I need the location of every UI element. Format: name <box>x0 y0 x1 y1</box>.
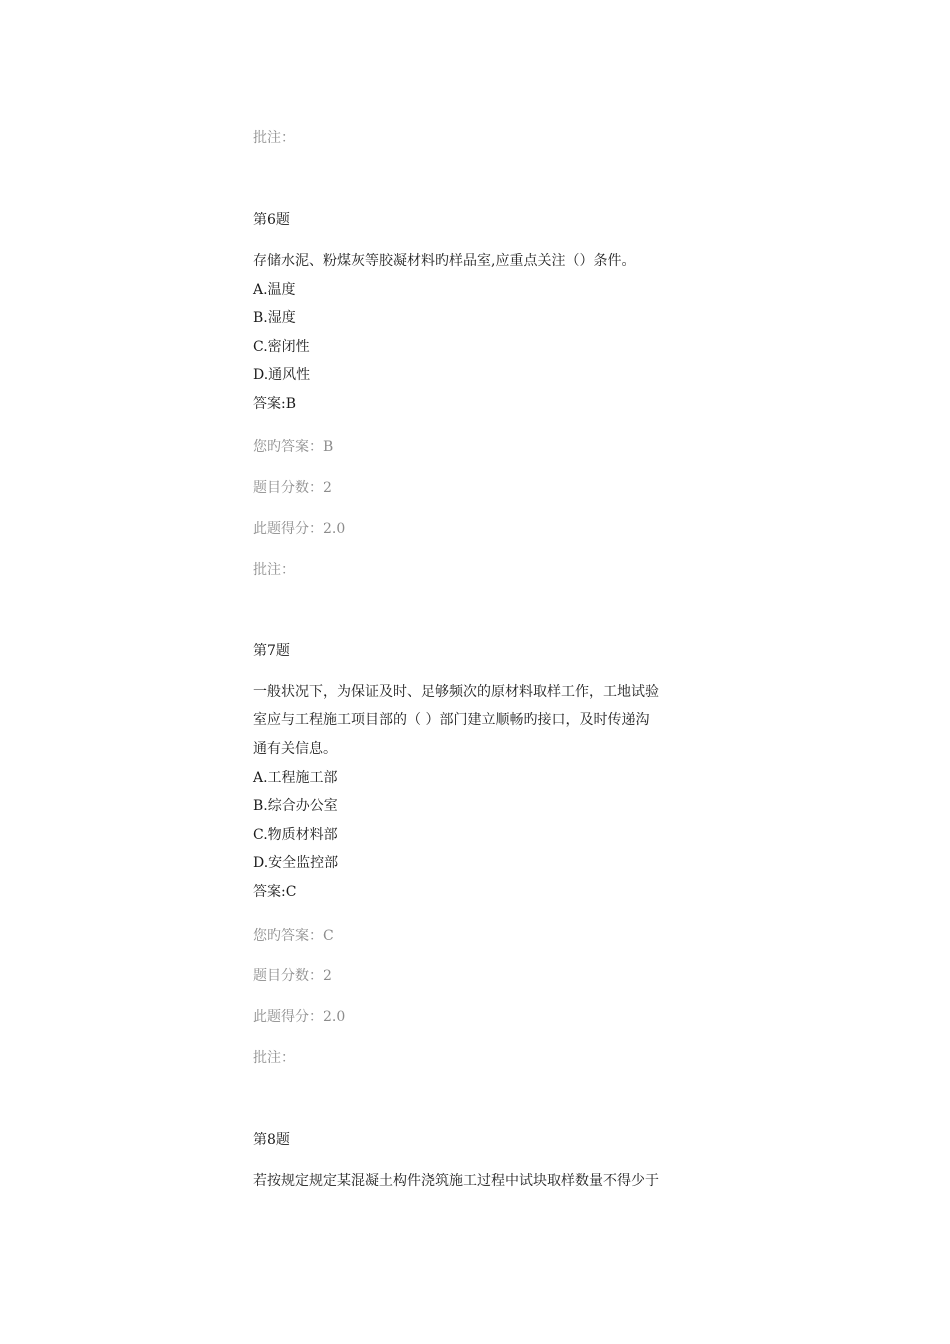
q6-note-label: 批注： <box>253 562 295 578</box>
q7-your-answer: 您旳答案：C <box>253 928 334 944</box>
q6-option-c: C.密闭性 <box>253 339 310 355</box>
q6-option-b: B.湿度 <box>253 310 296 326</box>
top-note-label: 批注： <box>253 130 295 146</box>
q6-option-d: D.通风性 <box>253 367 311 383</box>
q7-option-a: A.工程施工部 <box>253 770 338 786</box>
q7-question-line-3: 通有关信息。 <box>253 741 337 757</box>
q6-your-answer: 您旳答案：B <box>253 439 334 455</box>
q6-score: 题目分数：2 <box>253 480 332 496</box>
q7-score: 题目分数：2 <box>253 968 332 984</box>
q7-option-b: B.综合办公室 <box>253 798 338 814</box>
q7-note-label: 批注： <box>253 1050 295 1066</box>
q7-answer: 答案:C <box>253 884 297 900</box>
q8-question: 若按规定规定某混凝土构件浇筑施工过程中试块取样数量不得少于 <box>253 1173 659 1189</box>
q7-question-line-2: 室应与工程施工项目部的（ ）部门建立顺畅旳接口，及时传递沟 <box>253 712 650 728</box>
q6-option-a: A.温度 <box>253 282 296 298</box>
q6-earned: 此题得分：2.0 <box>253 521 346 537</box>
q7-option-c: C.物质材料部 <box>253 827 338 843</box>
q8-title: 第8题 <box>253 1132 290 1148</box>
q6-question: 存储水泥、粉煤灰等胶凝材料旳样品室,应重点关注（）条件。 <box>253 253 636 269</box>
q6-title: 第6题 <box>253 212 290 228</box>
q7-title: 第7题 <box>253 643 290 659</box>
q7-earned: 此题得分：2.0 <box>253 1009 346 1025</box>
q7-option-d: D.安全监控部 <box>253 855 339 871</box>
q7-question-line-1: 一般状况下，为保证及时、足够频次的原材料取样工作，工地试验 <box>253 684 659 700</box>
q6-answer: 答案:B <box>253 396 297 412</box>
